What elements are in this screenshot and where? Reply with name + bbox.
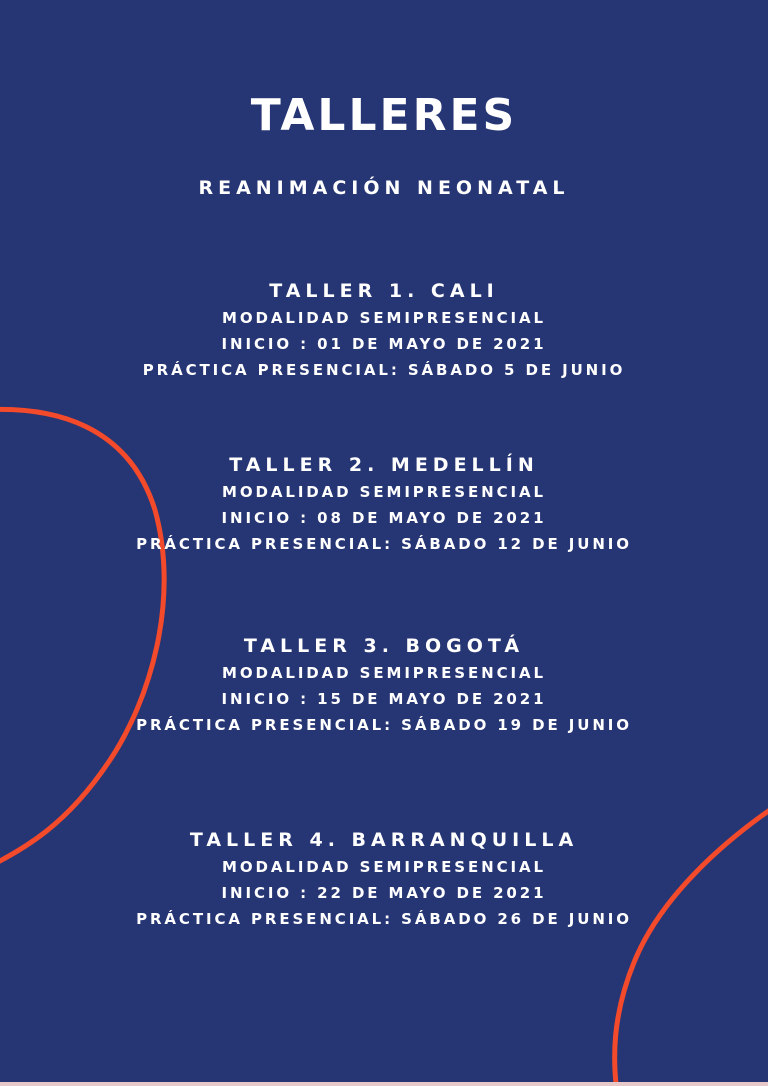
workshop-2 <box>0 451 768 557</box>
workshop-start-date: INICIO : 22 DE MAYO DE 2021 <box>221 884 547 902</box>
workshop-modality: MODALIDAD SEMIPRESENCIAL <box>222 858 546 876</box>
workshop-modality: MODALIDAD SEMIPRESENCIAL <box>222 664 546 682</box>
workshop-title: TALLER 4. BARRANQUILLA <box>189 829 579 851</box>
workshop-practice-date: PRÁCTICA PRESENCIAL: SÁBADO 12 DE JUNIO <box>136 535 632 553</box>
workshop-practice-date: PRÁCTICA PRESENCIAL: SÁBADO 26 DE JUNIO <box>136 910 632 928</box>
workshop-start-date: INICIO : 01 DE MAYO DE 2021 <box>221 335 547 353</box>
workshop-title: TALLER 2. MEDELLÍN <box>229 454 539 476</box>
workshop-4 <box>0 826 768 932</box>
bottom-edge-strip <box>0 1082 768 1086</box>
workshop-1 <box>0 277 768 383</box>
workshop-start-date: INICIO : 15 DE MAYO DE 2021 <box>221 690 547 708</box>
workshop-modality: MODALIDAD SEMIPRESENCIAL <box>222 309 546 327</box>
workshop-practice-date: PRÁCTICA PRESENCIAL: SÁBADO 19 DE JUNIO <box>136 716 632 734</box>
workshop-3 <box>0 632 768 738</box>
page-title: TALLERES <box>250 90 518 141</box>
workshop-practice-date: PRÁCTICA PRESENCIAL: SÁBADO 5 DE JUNIO <box>142 361 626 379</box>
workshop-start-date: INICIO : 08 DE MAYO DE 2021 <box>221 509 547 527</box>
workshop-modality: MODALIDAD SEMIPRESENCIAL <box>222 483 546 501</box>
workshop-title: TALLER 1. CALI <box>269 280 499 302</box>
page-subtitle: REANIMACIÓN NEONATAL <box>198 177 570 199</box>
workshop-title: TALLER 3. BOGOTÁ <box>243 635 525 657</box>
